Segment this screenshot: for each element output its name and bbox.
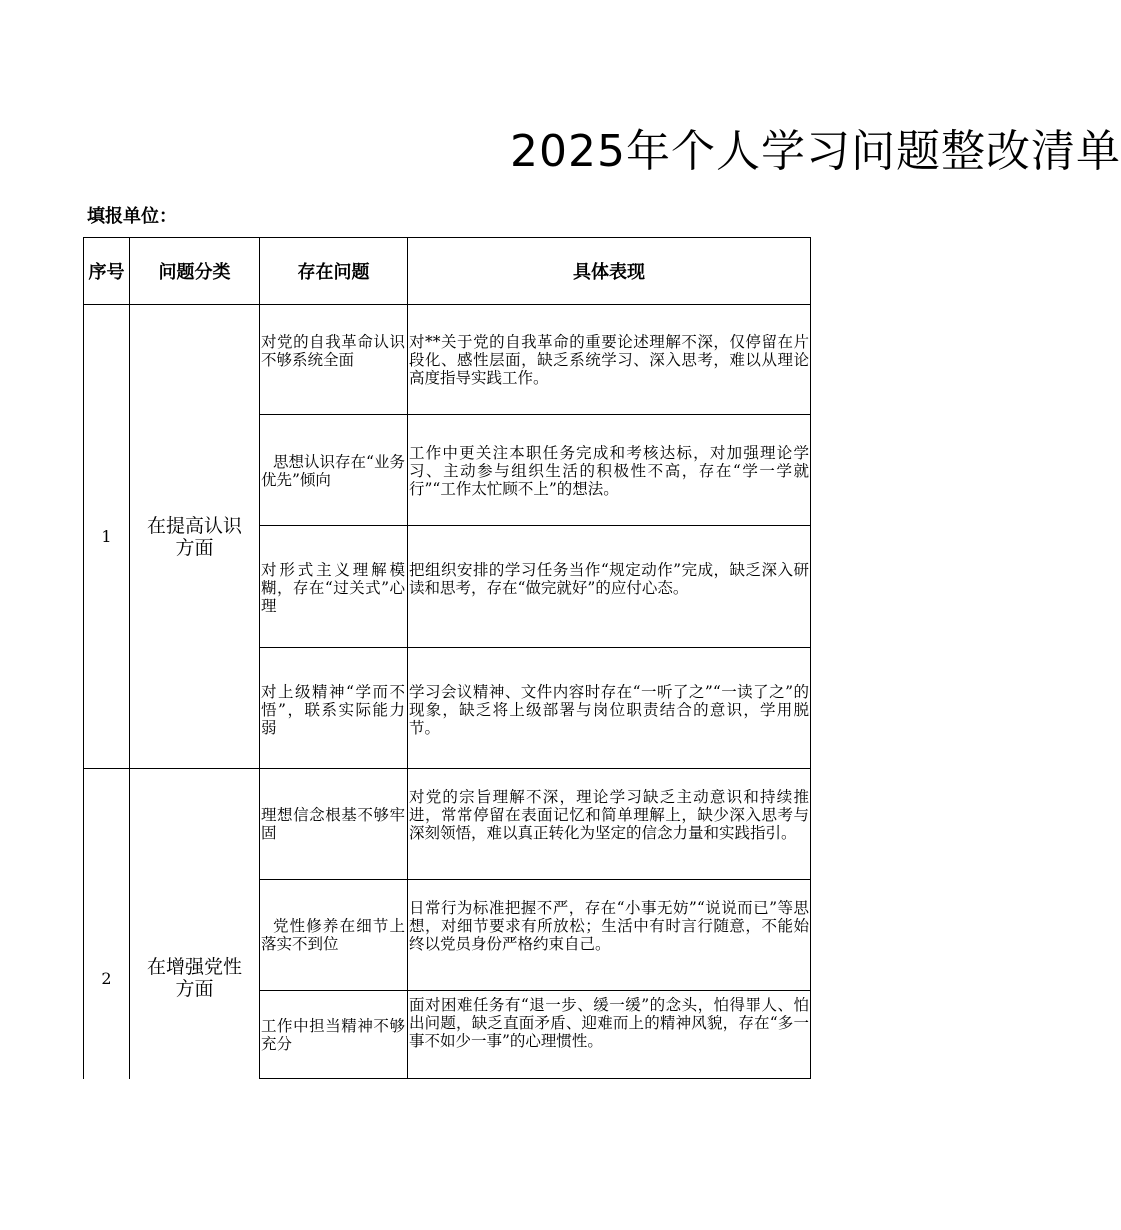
reporting-unit-label: 填报单位： bbox=[87, 206, 177, 227]
row-divider bbox=[259, 647, 811, 648]
column-divider bbox=[259, 237, 260, 1079]
header-issue: 存在问题 bbox=[297, 262, 370, 283]
page-title: 2025年个人学习问题整改清单 bbox=[510, 126, 1121, 177]
header-category: 问题分类 bbox=[158, 262, 231, 283]
column-divider bbox=[407, 237, 408, 1079]
issue-cell: 工作中担当精神不够充分 bbox=[261, 1017, 405, 1053]
detail-cell: 把组织安排的学习任务当作“规定动作”完成，缺乏深入研读和思考，存在“做完就好”的应付心态。 bbox=[409, 561, 809, 597]
row-divider bbox=[259, 414, 811, 415]
header-seq: 序号 bbox=[88, 262, 125, 283]
header-detail: 具体表现 bbox=[573, 262, 645, 283]
detail-cell: 工作中更关注本职任务完成和考核达标，对加强理论学习、主动参与组织生活的积极性不高，存在“学一学就行”“工作太忙顾不上”的想法。 bbox=[409, 444, 809, 498]
issue-cell: 思想认识存在“业务优先”倾向 bbox=[261, 453, 405, 489]
detail-cell: 日常行为标准把握不严，存在“小事无妨”“说说而已”等思想，对细节要求有所放松；生活中有时言行随意，不能始终以党员身份严格约束自己。 bbox=[409, 899, 809, 953]
detail-cell: 面对困难任务有“退一步、缓一缓”的念头，怕得罪人、怕出问题，缺乏直面矛盾、迎难而上的精神风貌，存在“多一事不如少一事”的心理惯性。 bbox=[409, 996, 809, 1050]
group-category-text: 在提高认识方面 bbox=[146, 514, 242, 559]
group-seq: 2 bbox=[101, 968, 112, 988]
row-divider bbox=[259, 879, 811, 880]
issue-cell: 党性修养在细节上落实不到位 bbox=[261, 917, 405, 953]
table-border-right bbox=[810, 237, 811, 1079]
issue-cell: 理想信念根基不够牢固 bbox=[261, 806, 405, 842]
issue-cell: 对党的自我革命认识不够系统全面 bbox=[261, 333, 405, 369]
detail-cell: 对**关于党的自我革命的重要论述理解不深，仅停留在片段化、感性层面，缺乏系统学习、深入思考，难以从理论高度指导实践工作。 bbox=[409, 333, 809, 387]
row-divider bbox=[259, 1078, 811, 1079]
group-category bbox=[130, 305, 259, 768]
issue-cell: 对上级精神“学而不悟”，联系实际能力弱 bbox=[261, 683, 405, 737]
group-category-text: 在增强党性方面 bbox=[146, 956, 242, 1000]
detail-cell: 学习会议精神、文件内容时存在“一听了之”“一读了之”的现象，缺乏将上级部署与岗位职责结合的意识，学用脱节。 bbox=[409, 683, 809, 737]
group-seq: 1 bbox=[101, 527, 112, 546]
row-divider bbox=[259, 525, 811, 526]
detail-cell: 对党的宗旨理解不深，理论学习缺乏主动意识和持续推进，常常停留在表面记忆和简单理解上，缺少深入思考与深刻领悟，难以真正转化为坚定的信念力量和实践指引。 bbox=[409, 788, 809, 842]
group-category bbox=[130, 769, 259, 1187]
row-divider bbox=[259, 990, 811, 991]
issue-cell: 对形式主义理解模糊，存在“过关式”心理 bbox=[261, 561, 405, 615]
